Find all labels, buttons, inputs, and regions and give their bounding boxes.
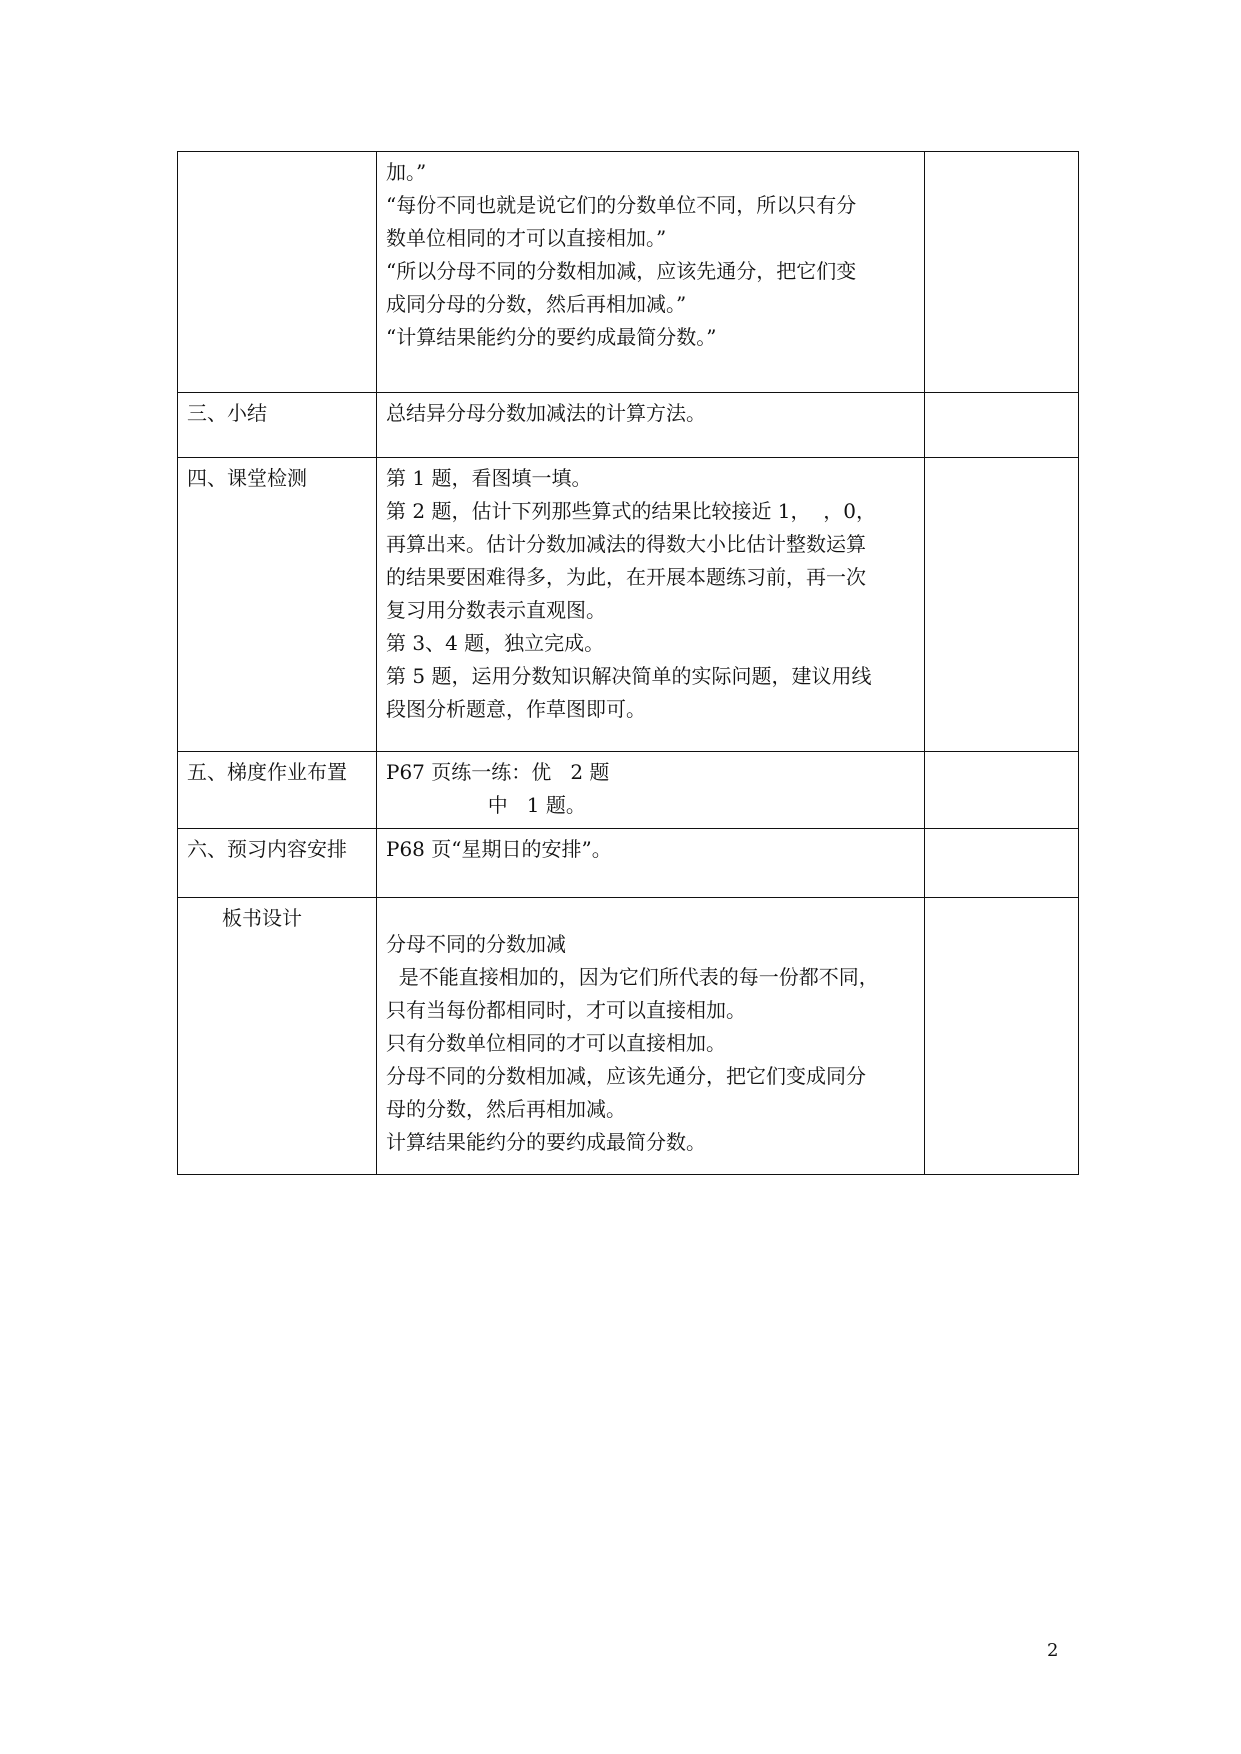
content-line: 数单位相同的才可以直接相加。” xyxy=(386,226,667,250)
table-row-continuation xyxy=(178,152,1079,393)
table-row-summary xyxy=(178,393,1079,458)
row-notes-cell xyxy=(925,152,1079,393)
content-line: 计算结果能约分的要约成最简分数。 xyxy=(386,1130,706,1154)
content-line: 是不能直接相加的，因为它们所代表的每一份都不同， xyxy=(386,965,879,989)
content-line: “计算结果能约分的要约成最简分数。” xyxy=(386,325,717,349)
row-label-cell: 三、小结 xyxy=(178,393,377,458)
row-label-cell xyxy=(178,152,377,393)
content-line: 的结果要困难得多，为此，在开展本题练习前，再一次 xyxy=(386,565,866,589)
row-label-cell: 五、梯度作业布置 xyxy=(178,752,377,829)
content-line: “每份不同也就是说它们的分数单位不同，所以只有分 xyxy=(386,193,857,217)
content-line: 第 5 题，运用分数知识解决简单的实际问题，建议用线 xyxy=(386,664,872,688)
table-row-homework xyxy=(178,752,1079,829)
content-line: “所以分母不同的分数相加减，应该先通分，把它们变 xyxy=(386,259,857,283)
row-notes-cell xyxy=(925,752,1079,829)
table-row-preview xyxy=(178,829,1079,898)
content-line: 只有分数单位相同的才可以直接相加。 xyxy=(386,1031,726,1055)
content-line: 总结异分母分数加减法的计算方法。 xyxy=(386,401,706,425)
row-notes-cell xyxy=(925,458,1079,752)
row-label-cell: 板书设计 xyxy=(178,898,377,1175)
content-line: 复习用分数表示直观图。 xyxy=(386,598,606,622)
page-number: 2 xyxy=(1047,1640,1059,1661)
table-row-board-design xyxy=(178,898,1079,1175)
content-line: 成同分母的分数，然后再相加减。” xyxy=(386,292,687,316)
row-content-cell xyxy=(377,898,925,1175)
content-line: 第 3、4 题，独立完成。 xyxy=(386,631,605,655)
content-line: 再算出来。估计分数加减法的得数大小比估计整数运算 xyxy=(386,532,866,556)
content-line: 只有当每份都相同时，才可以直接相加。 xyxy=(386,998,746,1022)
row-notes-cell xyxy=(925,898,1079,1175)
content-line: 第 2 题，估计下列那些算式的结果比较接近 1， ，0， xyxy=(386,499,876,523)
content-line: 加。” xyxy=(386,160,427,184)
content-line: 分母不同的分数加减 xyxy=(386,932,566,956)
content-line: P67 页练一练：优 2 题 xyxy=(386,760,610,784)
table-row-classroom-check xyxy=(178,458,1079,752)
lesson-plan-table xyxy=(177,151,1079,1175)
row-label-cell: 四、课堂检测 xyxy=(178,458,377,752)
content-line: 分母不同的分数相加减，应该先通分，把它们变成同分 xyxy=(386,1064,866,1088)
row-notes-cell xyxy=(925,829,1079,898)
row-content-cell xyxy=(377,458,925,752)
row-notes-cell xyxy=(925,393,1079,458)
content-line: P68 页“星期日的安排”。 xyxy=(386,837,612,861)
content-line: 母的分数，然后再相加减。 xyxy=(386,1097,626,1121)
row-content-cell xyxy=(377,829,925,898)
row-content-cell xyxy=(377,752,925,829)
content-line: 中 1 题。 xyxy=(386,793,586,817)
content-line: 段图分析题意，作草图即可。 xyxy=(386,697,646,721)
content-line: 第 1 题，看图填一填。 xyxy=(386,466,592,490)
row-content-cell xyxy=(377,152,925,393)
row-content-cell xyxy=(377,393,925,458)
row-label-cell: 六、预习内容安排 xyxy=(178,829,377,898)
